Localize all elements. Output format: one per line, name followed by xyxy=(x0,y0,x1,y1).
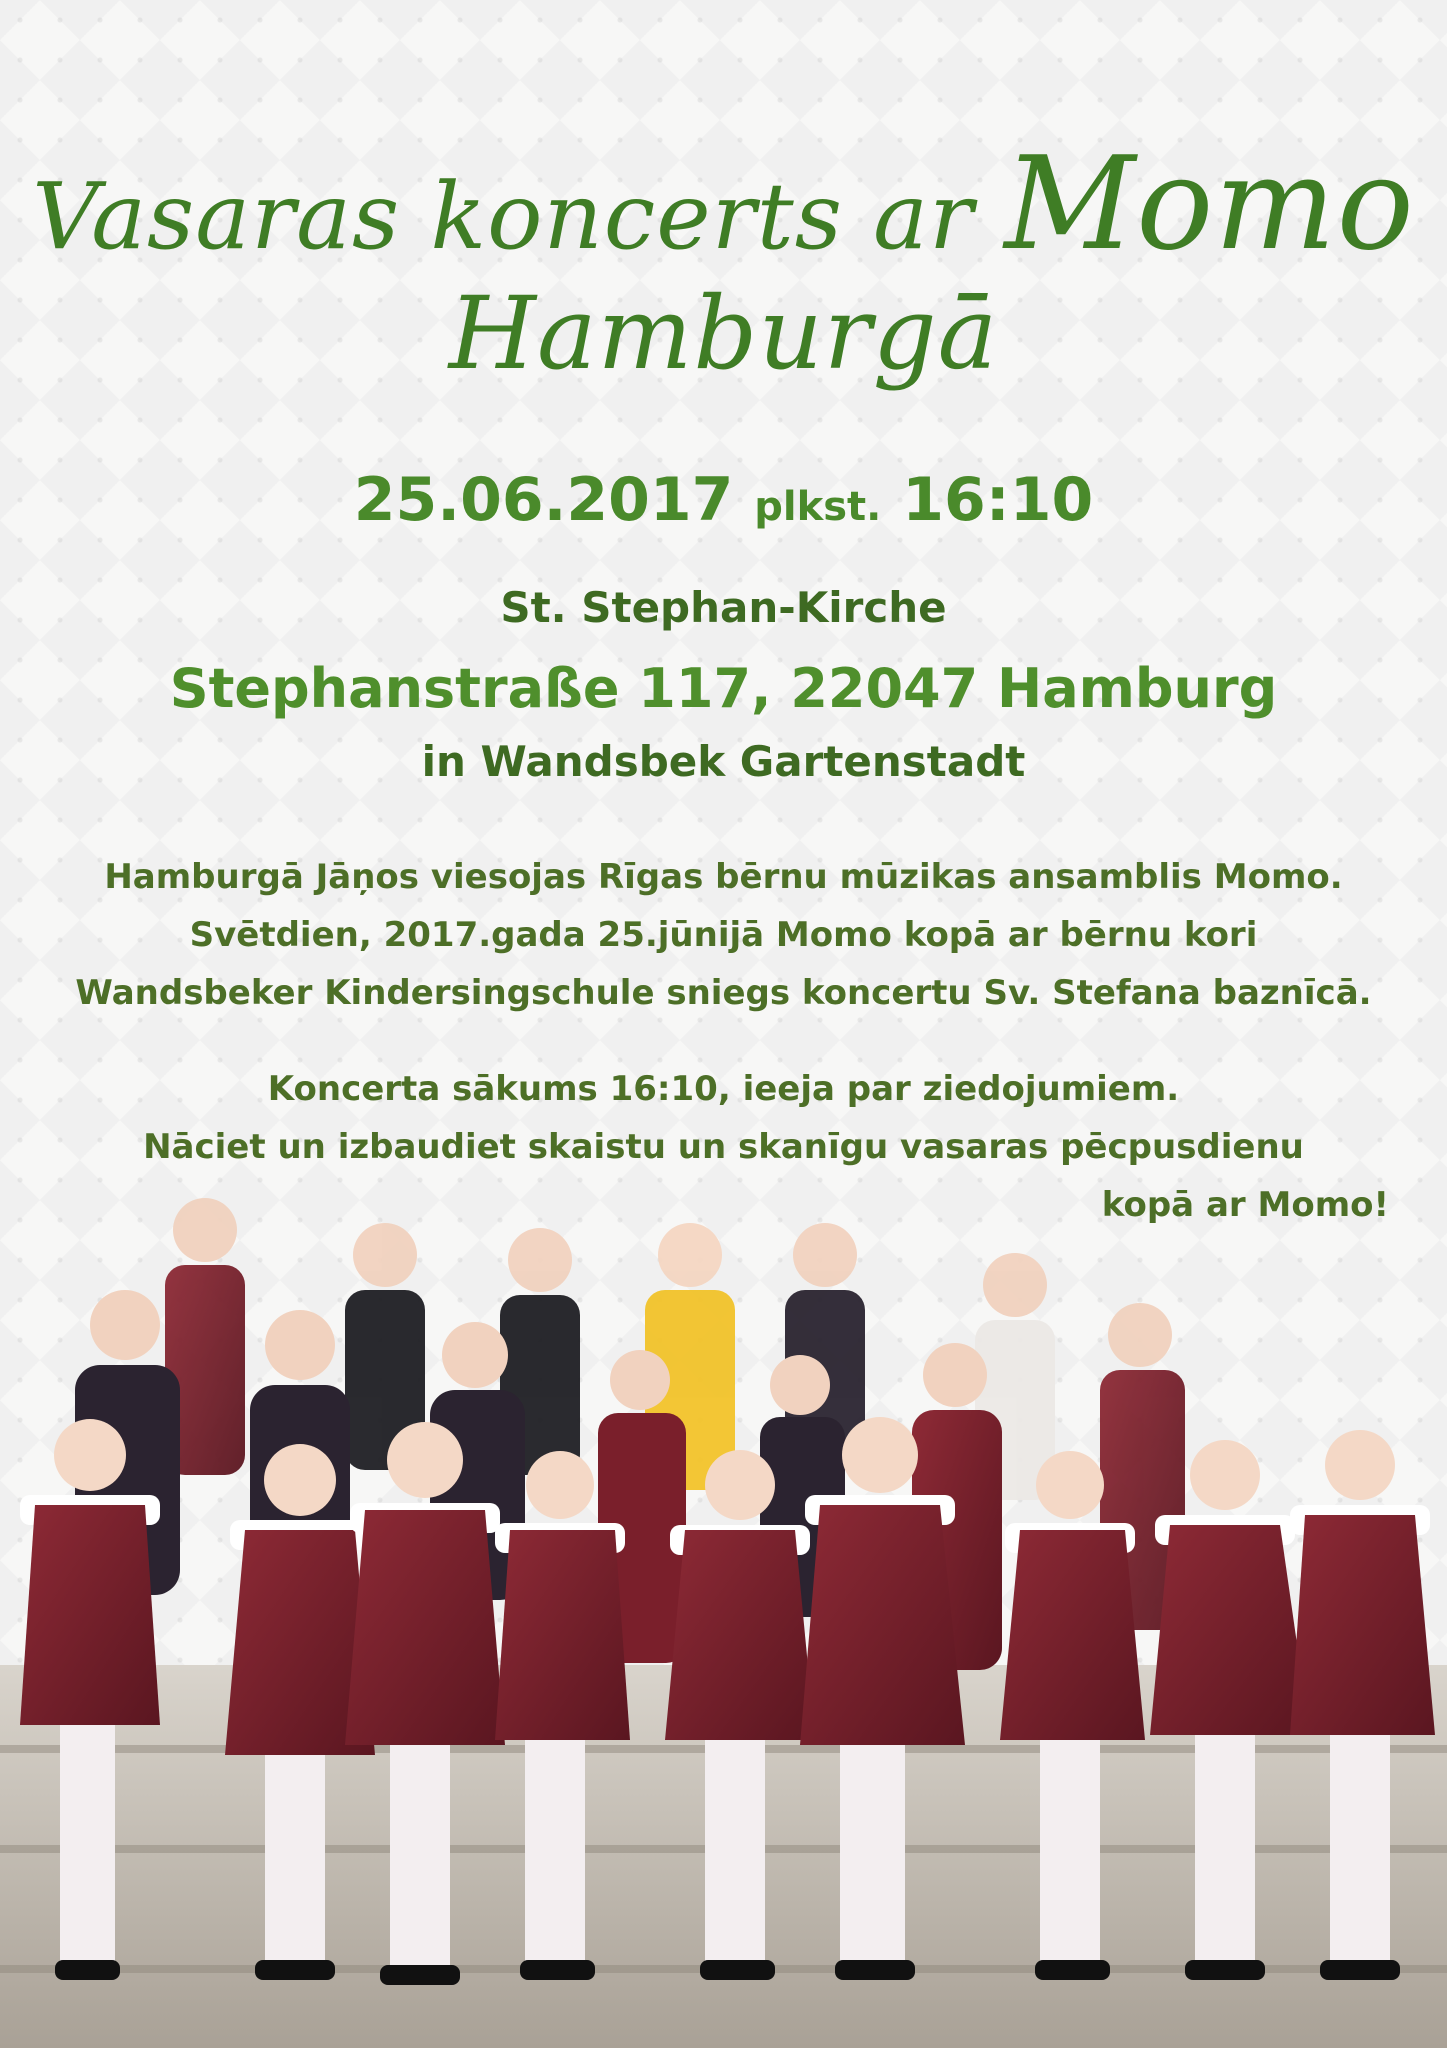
invitation-line: Nāciet un izbaudiet skaistu un skanīgu vasaras pēcpusdienu xyxy=(143,1127,1304,1167)
title-prefix: Vasaras koncerts ar xyxy=(32,163,1005,270)
event-district: in Wandsbek Gartenstadt xyxy=(421,737,1026,786)
time-label: plkst. xyxy=(754,484,882,530)
description-line: Hamburgā Jāņos viesojas Rīgas bērnu mūzikas ansamblis Momo. xyxy=(104,857,1343,897)
title-highlight: Momo xyxy=(1004,130,1415,279)
event-datetime xyxy=(0,465,1447,535)
poster-title-line1 xyxy=(0,130,1447,279)
event-time: 16:10 xyxy=(902,465,1094,535)
poster-title-line2: Hamburgā xyxy=(448,275,999,392)
invitation-line: Koncerta sākums 16:10, ieeja par ziedojumiem. xyxy=(267,1069,1180,1109)
description-line: Wandsbeker Kindersingschule sniegs koncertu Sv. Stefana baznīcā. xyxy=(75,973,1372,1013)
event-venue: St. Stephan-Kirche xyxy=(500,583,947,632)
event-address: Stephanstraße 117, 22047 Hamburg xyxy=(169,657,1278,720)
invitation-line: kopā ar Momo! xyxy=(1101,1185,1389,1225)
event-date: 25.06.2017 xyxy=(353,465,734,535)
description-paragraph xyxy=(0,848,1447,1022)
choir-group-photo xyxy=(0,1185,1447,2048)
description-line: Svētdien, 2017.gada 25.jūnijā Momo kopā ar bērnu kori xyxy=(189,915,1258,955)
